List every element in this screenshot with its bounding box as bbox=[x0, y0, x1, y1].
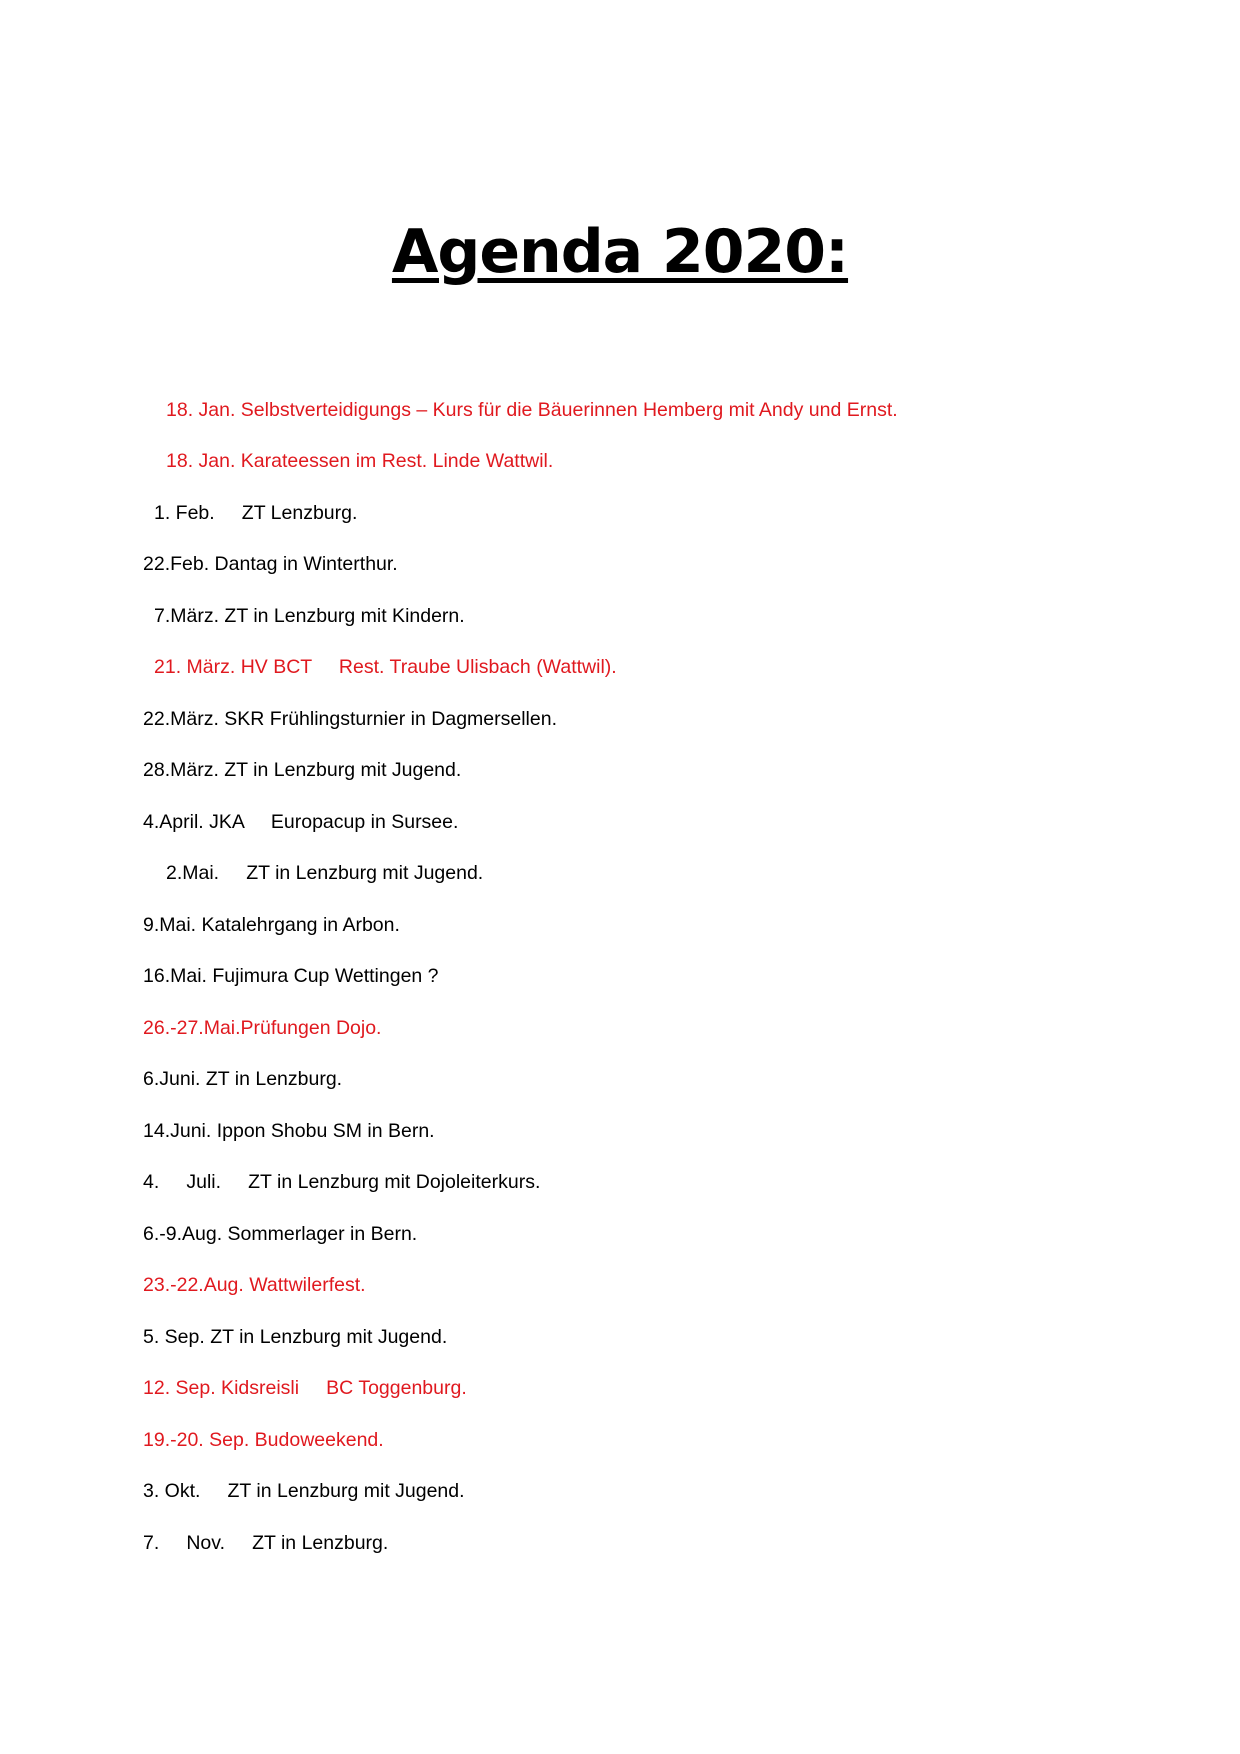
agenda-entry: 7.März. ZT in Lenzburg mit Kindern. bbox=[154, 605, 465, 627]
agenda-entry: 18. Jan. Karateessen im Rest. Linde Wattwil. bbox=[166, 450, 554, 472]
agenda-entry: 6.Juni. ZT in Lenzburg. bbox=[143, 1068, 343, 1090]
agenda-entry: 22.Feb. Dantag in Winterthur. bbox=[143, 553, 398, 575]
agenda-entry: 28.März. ZT in Lenzburg mit Jugend. bbox=[143, 759, 462, 781]
agenda-entry: 16.Mai. Fujimura Cup Wettingen ? bbox=[143, 965, 439, 987]
agenda-entry: 7. Nov. ZT in Lenzburg. bbox=[143, 1532, 389, 1554]
agenda-entry: 5. Sep. ZT in Lenzburg mit Jugend. bbox=[143, 1326, 448, 1348]
agenda-entry: 19.-20. Sep. Budoweekend. bbox=[143, 1429, 384, 1451]
agenda-entry: 23.-22.Aug. Wattwilerfest. bbox=[143, 1274, 366, 1296]
agenda-entry: 12. Sep. Kidsreisli BC Toggenburg. bbox=[143, 1377, 467, 1399]
agenda-entry: 1. Feb. ZT Lenzburg. bbox=[154, 502, 358, 524]
agenda-entry: 22.März. SKR Frühlingsturnier in Dagmersellen. bbox=[143, 708, 557, 730]
agenda-entry: 9.Mai. Katalehrgang in Arbon. bbox=[143, 914, 400, 936]
agenda-entry: 14.Juni. Ippon Shobu SM in Bern. bbox=[143, 1120, 435, 1142]
agenda-entry: 4.April. JKA Europacup in Sursee. bbox=[143, 811, 459, 833]
agenda-entry: 4. Juli. ZT in Lenzburg mit Dojoleiterkurs. bbox=[143, 1171, 541, 1193]
agenda-entry: 3. Okt. ZT in Lenzburg mit Jugend. bbox=[143, 1480, 465, 1502]
agenda-entry: 2.Mai. ZT in Lenzburg mit Jugend. bbox=[166, 862, 484, 884]
page-title: Agenda 2020: bbox=[391, 217, 849, 287]
agenda-entry: 26.-27.Mai.Prüfungen Dojo. bbox=[143, 1017, 382, 1039]
agenda-entry: 18. Jan. Selbstverteidigungs – Kurs für die Bäuerinnen Hemberg mit Andy und Ernst. bbox=[166, 399, 898, 421]
agenda-entry: 6.-9.Aug. Sommerlager in Bern. bbox=[143, 1223, 418, 1245]
agenda-entry: 21. März. HV BCT Rest. Traube Ulisbach (Wattwil). bbox=[154, 656, 617, 678]
